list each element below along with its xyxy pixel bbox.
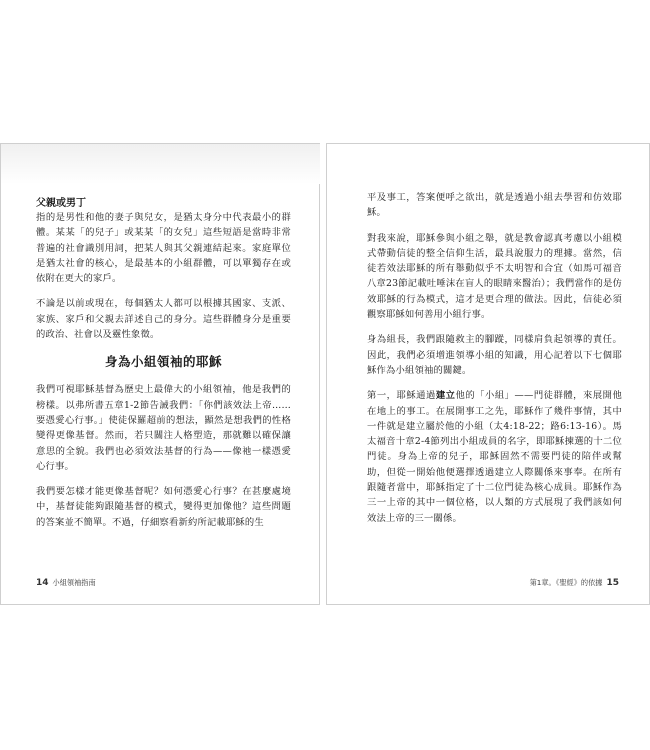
paragraph: 我們要怎樣才能更像基督呢？如何憑愛心行事？在甚麼處境中，基督徒能夠跟隨基督的模式，變得更加像他？這些問題的答案並不簡單。不過，仔細察看新約所記載耶穌的生 bbox=[36, 486, 291, 528]
left-page bbox=[0, 143, 320, 605]
book-spread bbox=[0, 143, 650, 605]
page-number: 15 bbox=[606, 578, 619, 588]
paragraph: 身為組長，我們跟隨救主的腳蹤，同樣肩負起領導的責任。因此，我們必須增進領導小組的知識，用心記着以下七個耶穌作為小組領袖的關鍵。 bbox=[367, 334, 622, 376]
page-shading bbox=[1, 144, 321, 184]
running-title: 小組領袖指南 bbox=[52, 578, 96, 587]
text-run: 第一，耶穌通過 bbox=[367, 390, 436, 402]
running-title: 第1章。《聖經》的依據 bbox=[529, 578, 603, 587]
paragraph bbox=[367, 388, 622, 526]
paragraph: 不論是以前或現在，每個猶太人都可以根據其國家、支派、家族、家戶和父親去詳述自己的身分。這些群體身分是重要的政治、社會以及靈性象徵。 bbox=[36, 298, 291, 341]
page-number: 14 bbox=[36, 578, 49, 588]
right-page bbox=[326, 143, 650, 605]
left-page-content bbox=[36, 194, 291, 540]
right-page-footer bbox=[526, 578, 619, 588]
text-run: 他的「小組」——門徒群體，來展開他在地上的事工。在展開事工之先，耶穌作了幾件事情，其中一件就是建立屬於他的小組（太4:18-22；路6:13-16）。馬太福音十章2-4節列出小組成員的名字，即耶穌揀選的十二位門徒。身為上帝的兒子，耶穌固然不需要門徒的陪伴或幫助，但從一開始他便選擇透過建立人際關係來事奉。在所有跟隨者當中，耶穌指定了十二位門徒為核心成員。耶穌作為三一上帝的其中一個位格，以人類的方式展現了我們該如何效法上帝的三一關係。 bbox=[367, 390, 623, 524]
emphasis-text: 建立 bbox=[435, 390, 456, 402]
paragraph: 對我來說，耶穌參與小組之舉，就是教會認真考慮以小組模式帶動信徒的整全信仰生活，最具說服力的理據。當然，信徒若效法耶穌的所有舉動似乎不太明智和合宜（如馬可福音八章23節記載吐唾沫在盲人的眼睛來醫治）；我們當作的是仿效耶穌的行為模式，這才是更合理的做法。因此，信徒必須觀察耶穌如何善用小組行事。 bbox=[367, 232, 622, 321]
paragraph: 指的是男性和他的妻子與兒女，是猶太身分中代表最小的群體。某某「的兒子」或某某「的女兒」這些短語是當時非常普遍的社會識別用詞，把某人與其父親連結起來。家庭單位是猶太社會的核心，是最基本的小組群體，可以單獨存在或依附在更大的家戶。 bbox=[36, 212, 291, 285]
subheading: 父親或男丁 bbox=[36, 198, 86, 209]
paragraph: 我們可視耶穌基督為歷史上最偉大的小組領袖，他是我們的榜樣。以弗所書五章1-2節告誡我們：「你們該效法上帝……要憑愛心行事。」使徒保羅超前的想法，顯然是想我們的性格變得更像基督。然而，若只關注人格塑造，那就難以確保讓意思的全貌。我們也必須效法基督的行為——像祂一樣憑愛心行事。 bbox=[36, 384, 291, 472]
paragraph: 平及事工，答案便呼之欲出，就是透過小組去學習和仿效耶穌。 bbox=[367, 192, 622, 219]
right-page-content bbox=[367, 190, 622, 536]
section-title: 身為小組領袖的耶穌 bbox=[104, 354, 222, 370]
left-page-footer bbox=[36, 578, 100, 588]
